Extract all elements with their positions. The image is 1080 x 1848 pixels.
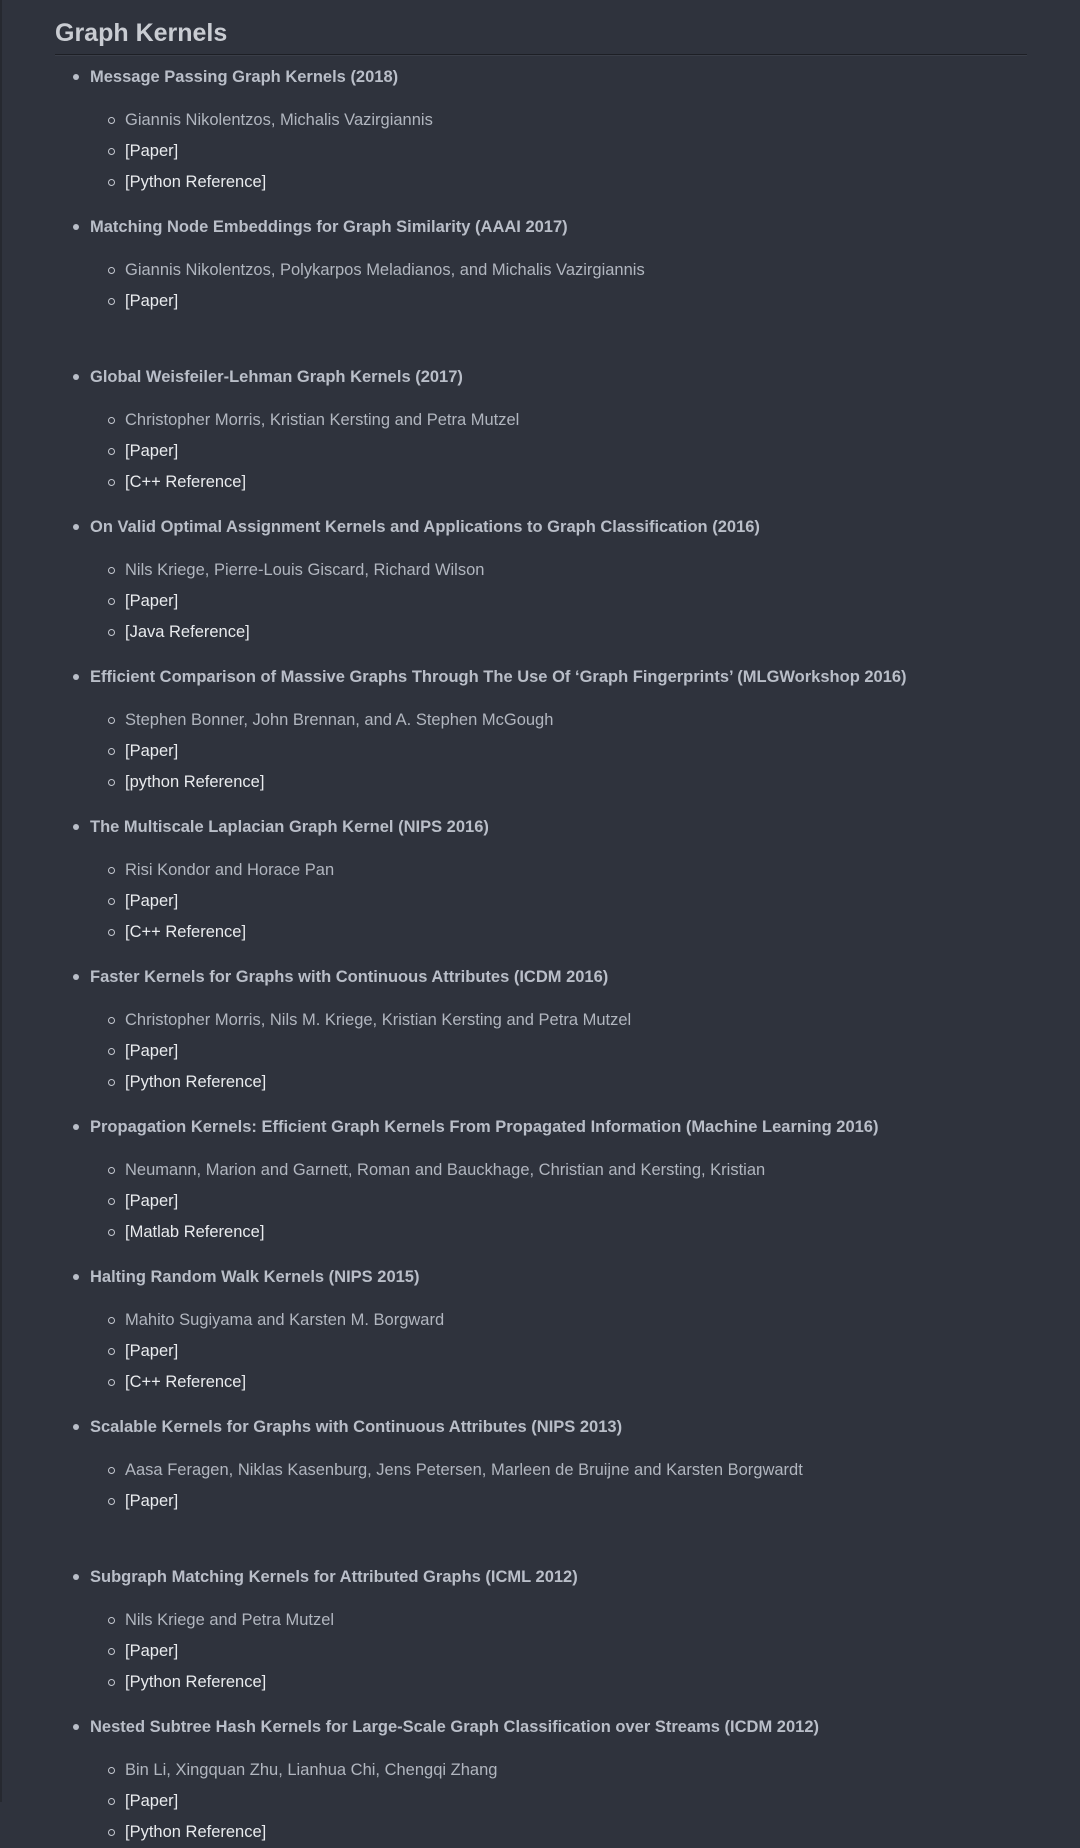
circle-bullet-icon (108, 929, 115, 936)
paper-item (55, 1712, 1062, 1848)
reference-link[interactable]: [python Reference] (125, 773, 265, 791)
paper-title (90, 62, 1062, 92)
author-list (125, 1755, 1062, 1786)
author-list (125, 855, 1062, 886)
authors-text: Mahito Sugiyama and Karsten M. Borgward (125, 1311, 445, 1329)
bullet-icon (73, 824, 79, 830)
authors-text: Risi Kondor and Horace Pan (125, 861, 335, 879)
circle-bullet-icon (108, 179, 115, 186)
reference-item (125, 917, 1062, 948)
circle-bullet-icon (108, 1648, 115, 1655)
paper-details (90, 1005, 1062, 1098)
bullet-icon (73, 1124, 79, 1130)
reference-item (125, 1067, 1062, 1098)
reference-item (125, 1486, 1062, 1517)
author-list (125, 555, 1062, 586)
reference-item (125, 886, 1062, 917)
paper-details (90, 1455, 1062, 1517)
author-list (125, 105, 1062, 136)
circle-bullet-icon (108, 417, 115, 424)
paper-title-text: Matching Node Embeddings for Graph Similarity (AAAI 2017) (90, 218, 568, 236)
circle-bullet-icon (108, 1317, 115, 1324)
reference-item (125, 467, 1062, 498)
paper-details (90, 705, 1062, 798)
reference-item (125, 1186, 1062, 1217)
paper-item (55, 962, 1062, 1098)
paper-details (90, 1155, 1062, 1248)
paper-title-text: The Multiscale Laplacian Graph Kernel (NIPS 2016) (90, 818, 489, 836)
circle-bullet-icon (108, 1679, 115, 1686)
paper-title-text: Global Weisfeiler-Lehman Graph Kernels (2017) (90, 368, 463, 386)
paper-link[interactable]: [Paper] (125, 1792, 179, 1810)
reference-item (125, 1367, 1062, 1398)
author-list (125, 1005, 1062, 1036)
paper-link[interactable]: [Paper] (125, 1042, 179, 1060)
author-list (125, 705, 1062, 736)
paper-link[interactable]: [Paper] (125, 742, 179, 760)
circle-bullet-icon (108, 1379, 115, 1386)
authors-text: Aasa Feragen, Niklas Kasenburg, Jens Petersen, Marleen de Bruijne and Karsten Borgwardt (125, 1461, 803, 1479)
authors-text: Nils Kriege and Petra Mutzel (125, 1611, 335, 1629)
author-list (125, 1155, 1062, 1186)
paper-title (90, 212, 1062, 242)
bullet-icon (73, 374, 79, 380)
circle-bullet-icon (108, 748, 115, 755)
paper-item (55, 212, 1062, 317)
paper-link[interactable]: [Paper] (125, 592, 179, 610)
paper-title (90, 1562, 1062, 1592)
paper-link[interactable]: [Paper] (125, 1192, 179, 1210)
circle-bullet-icon (108, 567, 115, 574)
paper-link[interactable]: [Paper] (125, 292, 179, 310)
reference-item (125, 586, 1062, 617)
bullet-icon (73, 524, 79, 530)
authors-text: Bin Li, Xingquan Zhu, Lianhua Chi, Chengqi Zhang (125, 1761, 498, 1779)
paper-title (90, 662, 1062, 692)
paper-details (90, 555, 1062, 648)
circle-bullet-icon (108, 717, 115, 724)
authors-text: Christopher Morris, Nils M. Kriege, Kristian Kersting and Petra Mutzel (125, 1011, 632, 1029)
circle-bullet-icon (108, 1048, 115, 1055)
reference-item (125, 767, 1062, 798)
circle-bullet-icon (108, 1198, 115, 1205)
paper-details (90, 855, 1062, 948)
reference-item (125, 1636, 1062, 1667)
document-content (55, 0, 1027, 1841)
paper-title (90, 962, 1062, 992)
paper-details (90, 255, 1062, 317)
reference-item (125, 136, 1062, 167)
paper-title-text: Message Passing Graph Kernels (2018) (90, 68, 399, 86)
paper-title (90, 1712, 1062, 1742)
reference-link[interactable]: [C++ Reference] (125, 923, 247, 941)
paper-link[interactable]: [Paper] (125, 1342, 179, 1360)
reference-item (125, 617, 1062, 648)
paper-title-text: Efficient Comparison of Massive Graphs Through The Use Of ‘Graph Fingerprints’ (MLGWorkshop 2016) (90, 668, 907, 686)
authors-text: Nils Kriege, Pierre-Louis Giscard, Richard Wilson (125, 561, 485, 579)
paper-item (55, 1112, 1062, 1248)
reference-item (125, 286, 1062, 317)
paper-item (55, 1262, 1062, 1398)
authors-text: Christopher Morris, Kristian Kersting and Petra Mutzel (125, 411, 520, 429)
paper-link[interactable]: [Paper] (125, 1642, 179, 1660)
authors-text: Neumann, Marion and Garnett, Roman and Bauckhage, Christian and Kersting, Kristian (125, 1161, 766, 1179)
paper-item (55, 812, 1062, 948)
circle-bullet-icon (108, 779, 115, 786)
paper-item (55, 62, 1062, 198)
page-edge (0, 0, 2, 1802)
circle-bullet-icon (108, 479, 115, 486)
circle-bullet-icon (108, 629, 115, 636)
bullet-icon (73, 674, 79, 680)
reference-item (125, 436, 1062, 467)
paper-link[interactable]: [Paper] (125, 1492, 179, 1510)
circle-bullet-icon (108, 598, 115, 605)
reference-item (125, 1336, 1062, 1367)
reference-link[interactable]: [Python Reference] (125, 1073, 267, 1091)
circle-bullet-icon (108, 148, 115, 155)
reference-item (125, 736, 1062, 767)
circle-bullet-icon (108, 898, 115, 905)
paper-link[interactable]: [Paper] (125, 142, 179, 160)
paper-title (90, 512, 1062, 542)
reference-link[interactable]: [Python Reference] (125, 1823, 267, 1841)
bullet-icon (73, 1274, 79, 1280)
author-list (125, 255, 1062, 286)
reference-item (125, 1667, 1062, 1698)
paper-item (55, 1412, 1062, 1517)
circle-bullet-icon (108, 1467, 115, 1474)
reference-item (125, 167, 1062, 198)
paper-item (55, 362, 1062, 498)
authors-text: Giannis Nikolentzos, Polykarpos Meladianos, and Michalis Vazirgiannis (125, 261, 645, 279)
author-list (125, 1305, 1062, 1336)
circle-bullet-icon (108, 298, 115, 305)
bullet-icon (73, 74, 79, 80)
bullet-icon (73, 224, 79, 230)
paper-details (90, 1605, 1062, 1698)
paper-item (55, 662, 1062, 798)
circle-bullet-icon (108, 1348, 115, 1355)
paper-item (55, 512, 1062, 648)
paper-title (90, 1412, 1062, 1442)
circle-bullet-icon (108, 1229, 115, 1236)
circle-bullet-icon (108, 1079, 115, 1086)
paper-title-text: Subgraph Matching Kernels for Attributed Graphs (ICML 2012) (90, 1568, 578, 1586)
paper-item (55, 1562, 1062, 1698)
paper-details (90, 1305, 1062, 1398)
paper-link[interactable]: [Paper] (125, 442, 179, 460)
bullet-icon (73, 1424, 79, 1430)
reference-link[interactable]: [C++ Reference] (125, 473, 247, 491)
circle-bullet-icon (108, 1829, 115, 1836)
circle-bullet-icon (108, 267, 115, 274)
circle-bullet-icon (108, 1017, 115, 1024)
reference-item (125, 1217, 1062, 1248)
author-list (125, 405, 1062, 436)
reference-link[interactable]: [Python Reference] (125, 1673, 267, 1691)
paper-title (90, 1112, 1062, 1142)
paper-details (90, 405, 1062, 498)
circle-bullet-icon (108, 1767, 115, 1774)
reference-link[interactable]: [Matlab Reference] (125, 1223, 265, 1241)
author-list (125, 1455, 1062, 1486)
author-list (125, 1605, 1062, 1636)
paper-title-text: Nested Subtree Hash Kernels for Large-Scale Graph Classification over Streams (ICDM 2012) (90, 1718, 819, 1736)
paper-title (90, 812, 1062, 842)
paper-title (90, 1262, 1062, 1292)
bullet-icon (73, 974, 79, 980)
paper-title (90, 362, 1062, 392)
circle-bullet-icon (108, 1498, 115, 1505)
circle-bullet-icon (108, 117, 115, 124)
authors-text: Stephen Bonner, John Brennan, and A. Stephen McGough (125, 711, 554, 729)
paper-title-text: Halting Random Walk Kernels (NIPS 2015) (90, 1268, 420, 1286)
reference-link[interactable]: [Python Reference] (125, 173, 267, 191)
circle-bullet-icon (108, 448, 115, 455)
reference-link[interactable]: [C++ Reference] (125, 1373, 247, 1391)
section-heading: Graph Kernels (55, 0, 1027, 55)
reference-link[interactable]: [Java Reference] (125, 623, 250, 641)
circle-bullet-icon (108, 867, 115, 874)
circle-bullet-icon (108, 1617, 115, 1624)
reference-item (125, 1817, 1062, 1848)
paper-link[interactable]: [Paper] (125, 892, 179, 910)
paper-title-text: Faster Kernels for Graphs with Continuous Attributes (ICDM 2016) (90, 968, 609, 986)
circle-bullet-icon (108, 1167, 115, 1174)
bullet-icon (73, 1574, 79, 1580)
reference-item (125, 1036, 1062, 1067)
authors-text: Giannis Nikolentzos, Michalis Vazirgiannis (125, 111, 433, 129)
paper-title-text: Propagation Kernels: Efficient Graph Kernels From Propagated Information (Machine Learning 2016) (90, 1118, 879, 1136)
paper-title-text: Scalable Kernels for Graphs with Continuous Attributes (NIPS 2013) (90, 1418, 623, 1436)
bullet-icon (73, 1724, 79, 1730)
paper-details (90, 105, 1062, 198)
paper-title-text: On Valid Optimal Assignment Kernels and Applications to Graph Classification (2016) (90, 518, 760, 536)
